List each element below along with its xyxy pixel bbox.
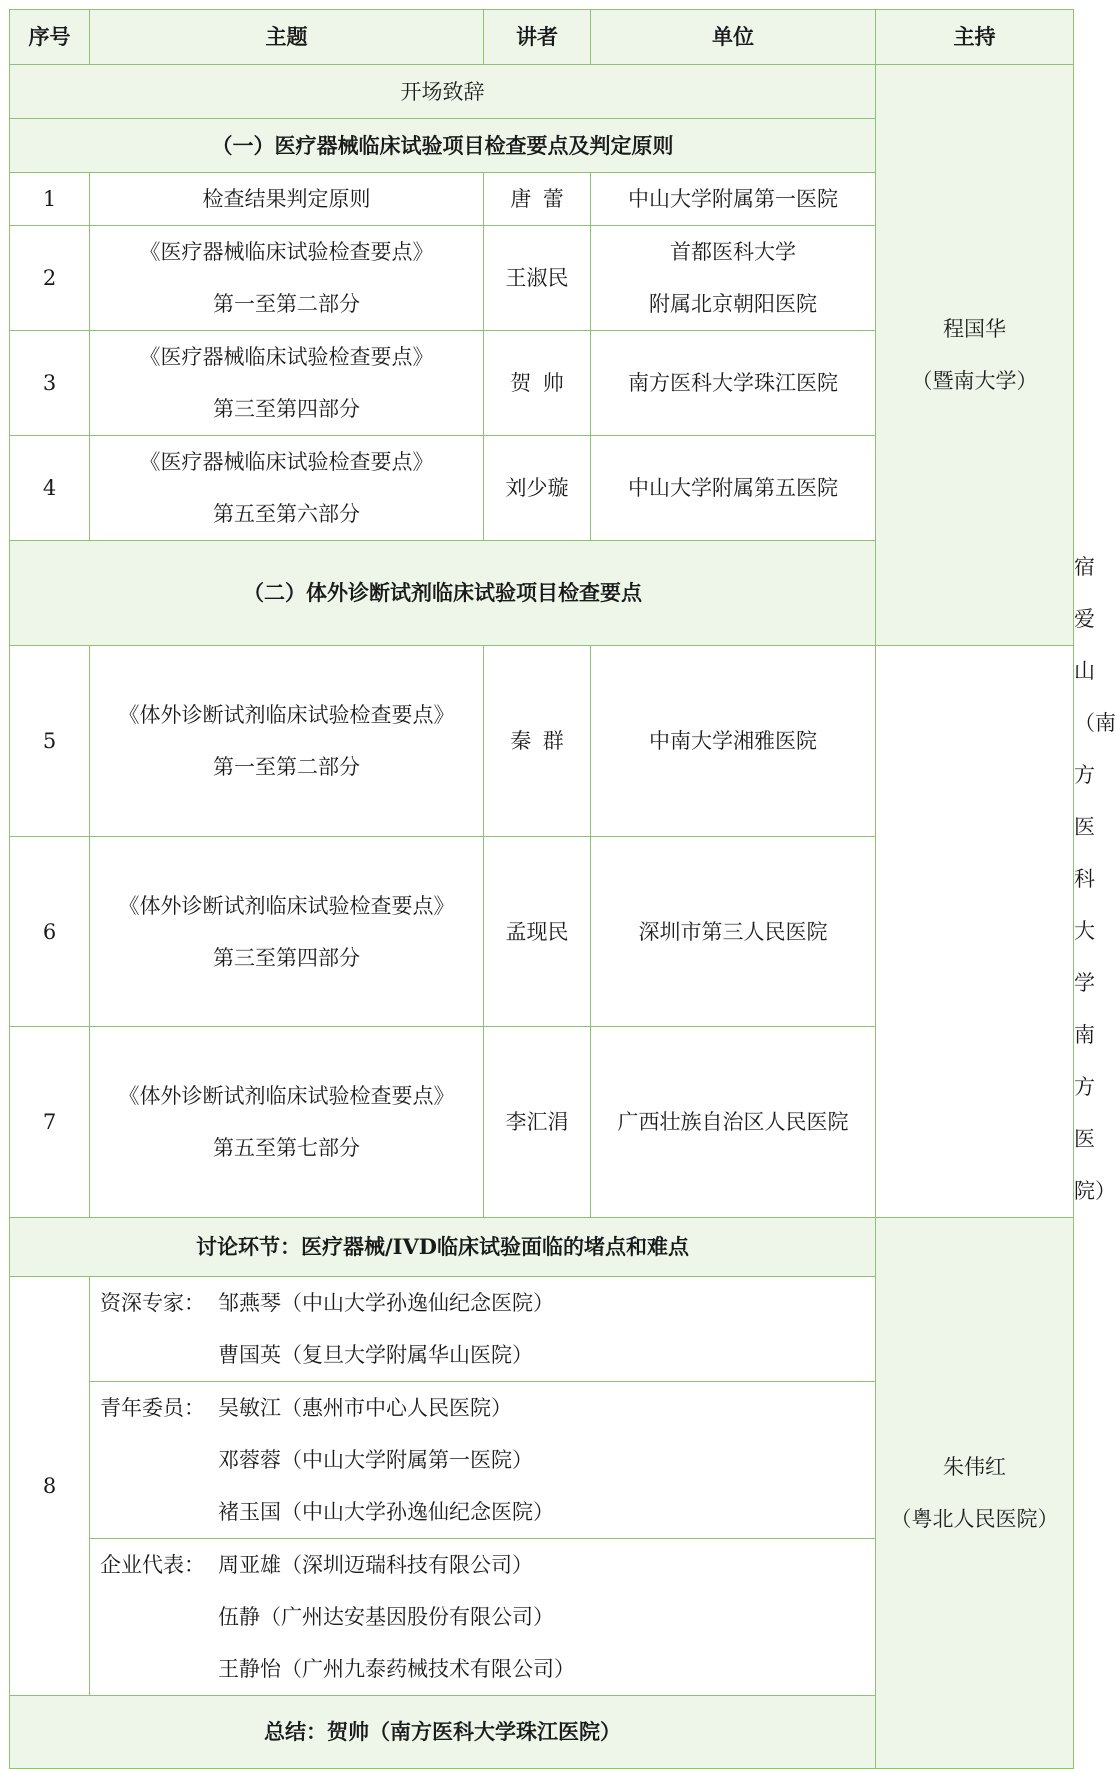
host-cell-1: [876, 65, 1074, 646]
host-affiliation: （暨南大学）: [911, 369, 1038, 394]
panel-role: 企业代表：: [100, 1553, 205, 1577]
section-row: [10, 1218, 1074, 1277]
row-unit: [591, 226, 876, 331]
row-number: 2: [10, 226, 90, 331]
summary-title: 总结：贺帅（南方医科大学珠江医院）: [10, 1696, 876, 1769]
topic-title: 《体外诊断试剂临床试验检查要点》: [118, 893, 455, 918]
header-unit: 单位: [591, 10, 876, 65]
header-seq: 序号: [10, 10, 90, 65]
panel-member: 曹国英（复旦大学附属华山医院）: [218, 1343, 533, 1367]
row-speaker: 孟现民: [484, 836, 591, 1027]
row-topic: 检查结果判定原则: [90, 173, 484, 226]
topic-part: 第五至第六部分: [213, 502, 360, 526]
row-unit: 中山大学附属第一医院: [591, 173, 876, 226]
row-number: 6: [10, 836, 90, 1027]
table-row: [10, 646, 1074, 837]
row-number: 7: [10, 1027, 90, 1218]
panel-group-industry: [90, 1539, 876, 1696]
row-topic: [90, 331, 484, 436]
topic-title: 《医疗器械临床试验检查要点》: [139, 240, 434, 264]
table-row: [10, 836, 1074, 1027]
section-title: 讨论环节：医疗器械/IVD临床试验面临的堵点和难点: [10, 1218, 876, 1277]
topic-title: 《体外诊断试剂临床试验检查要点》: [118, 1084, 455, 1109]
host-name: 朱伟红: [943, 1455, 1006, 1479]
topic-part: 第三至第四部分: [213, 397, 360, 421]
unit-line: 首都医科大学: [670, 240, 796, 264]
header-host: 主持: [876, 10, 1074, 65]
row-unit: 中南大学湘雅医院: [591, 646, 876, 837]
header-speaker: 讲者: [484, 10, 591, 65]
panel-member: 褚玉国（中山大学孙逸仙纪念医院）: [218, 1500, 554, 1524]
topic-part: 第一至第二部分: [213, 755, 360, 780]
row-speaker: 唐蕾: [484, 173, 591, 226]
row-topic: [90, 836, 484, 1027]
opening-title: 开场致辞: [10, 65, 876, 119]
row-number: 8: [10, 1277, 90, 1696]
panel-member: 王静怡（广州九泰药械技术有限公司）: [218, 1657, 575, 1681]
host-affiliation: （粤北人民医院）: [890, 1507, 1059, 1531]
row-number: 5: [10, 646, 90, 837]
row-speaker: 王淑民: [484, 226, 591, 331]
row-number: 4: [10, 436, 90, 541]
row-topic: [90, 646, 484, 837]
row-unit: 广西壮族自治区人民医院: [591, 1027, 876, 1218]
row-unit: 南方医科大学珠江医院: [591, 331, 876, 436]
panel-group-experts: [90, 1277, 876, 1382]
row-speaker: 李汇涓: [484, 1027, 591, 1218]
row-number: 3: [10, 331, 90, 436]
row-unit: 深圳市第三人民医院: [591, 836, 876, 1027]
unit-line: 附属北京朝阳医院: [649, 292, 817, 316]
section-title: （二）体外诊断试剂临床试验项目检查要点: [10, 541, 876, 646]
host-name: 程国华: [943, 317, 1006, 342]
row-speaker: 刘少璇: [484, 436, 591, 541]
panel-member: 吴敏江（惠州市中心人民医院）: [218, 1396, 512, 1420]
row-unit: 中山大学附属第五医院: [591, 436, 876, 541]
panel-member: 伍静（广州达安基因股份有限公司）: [218, 1605, 554, 1629]
topic-title: 《医疗器械临床试验检查要点》: [139, 450, 434, 474]
row-speaker: 贺帅: [484, 331, 591, 436]
topic-part: 第五至第七部分: [213, 1136, 360, 1161]
panel-member: 邓蓉蓉（中山大学附属第一医院）: [218, 1448, 533, 1472]
section-title: （一）医疗器械临床试验项目检查要点及判定原则: [10, 119, 876, 173]
row-topic: [90, 436, 484, 541]
panel-role: 资深专家：: [100, 1291, 205, 1315]
header-row: [10, 10, 1074, 65]
section-row: （二）体外诊断试剂临床试验项目检查要点 宿爱山 （南方医科大学 南方医院）: [10, 541, 1074, 646]
topic-part: 第三至第四部分: [213, 945, 360, 970]
row-topic: [90, 226, 484, 331]
panel-group-young: [90, 1382, 876, 1539]
row-number: 1: [10, 173, 90, 226]
topic-title: 《医疗器械临床试验检查要点》: [139, 345, 434, 369]
opening-row: [10, 65, 1074, 119]
header-topic: 主题: [90, 10, 484, 65]
panel-member: 周亚雄（深圳迈瑞科技有限公司）: [218, 1553, 533, 1577]
host-cell-3: [876, 1218, 1074, 1769]
panel-member: 邹燕琴（中山大学孙逸仙纪念医院）: [218, 1291, 554, 1315]
panel-role: 青年委员：: [100, 1396, 205, 1420]
agenda-table: [9, 9, 1116, 1769]
row-topic: [90, 1027, 484, 1218]
row-speaker: 秦群: [484, 646, 591, 837]
topic-title: 《体外诊断试剂临床试验检查要点》: [118, 703, 455, 728]
table-row: [10, 1027, 1074, 1218]
topic-part: 第一至第二部分: [213, 292, 360, 316]
